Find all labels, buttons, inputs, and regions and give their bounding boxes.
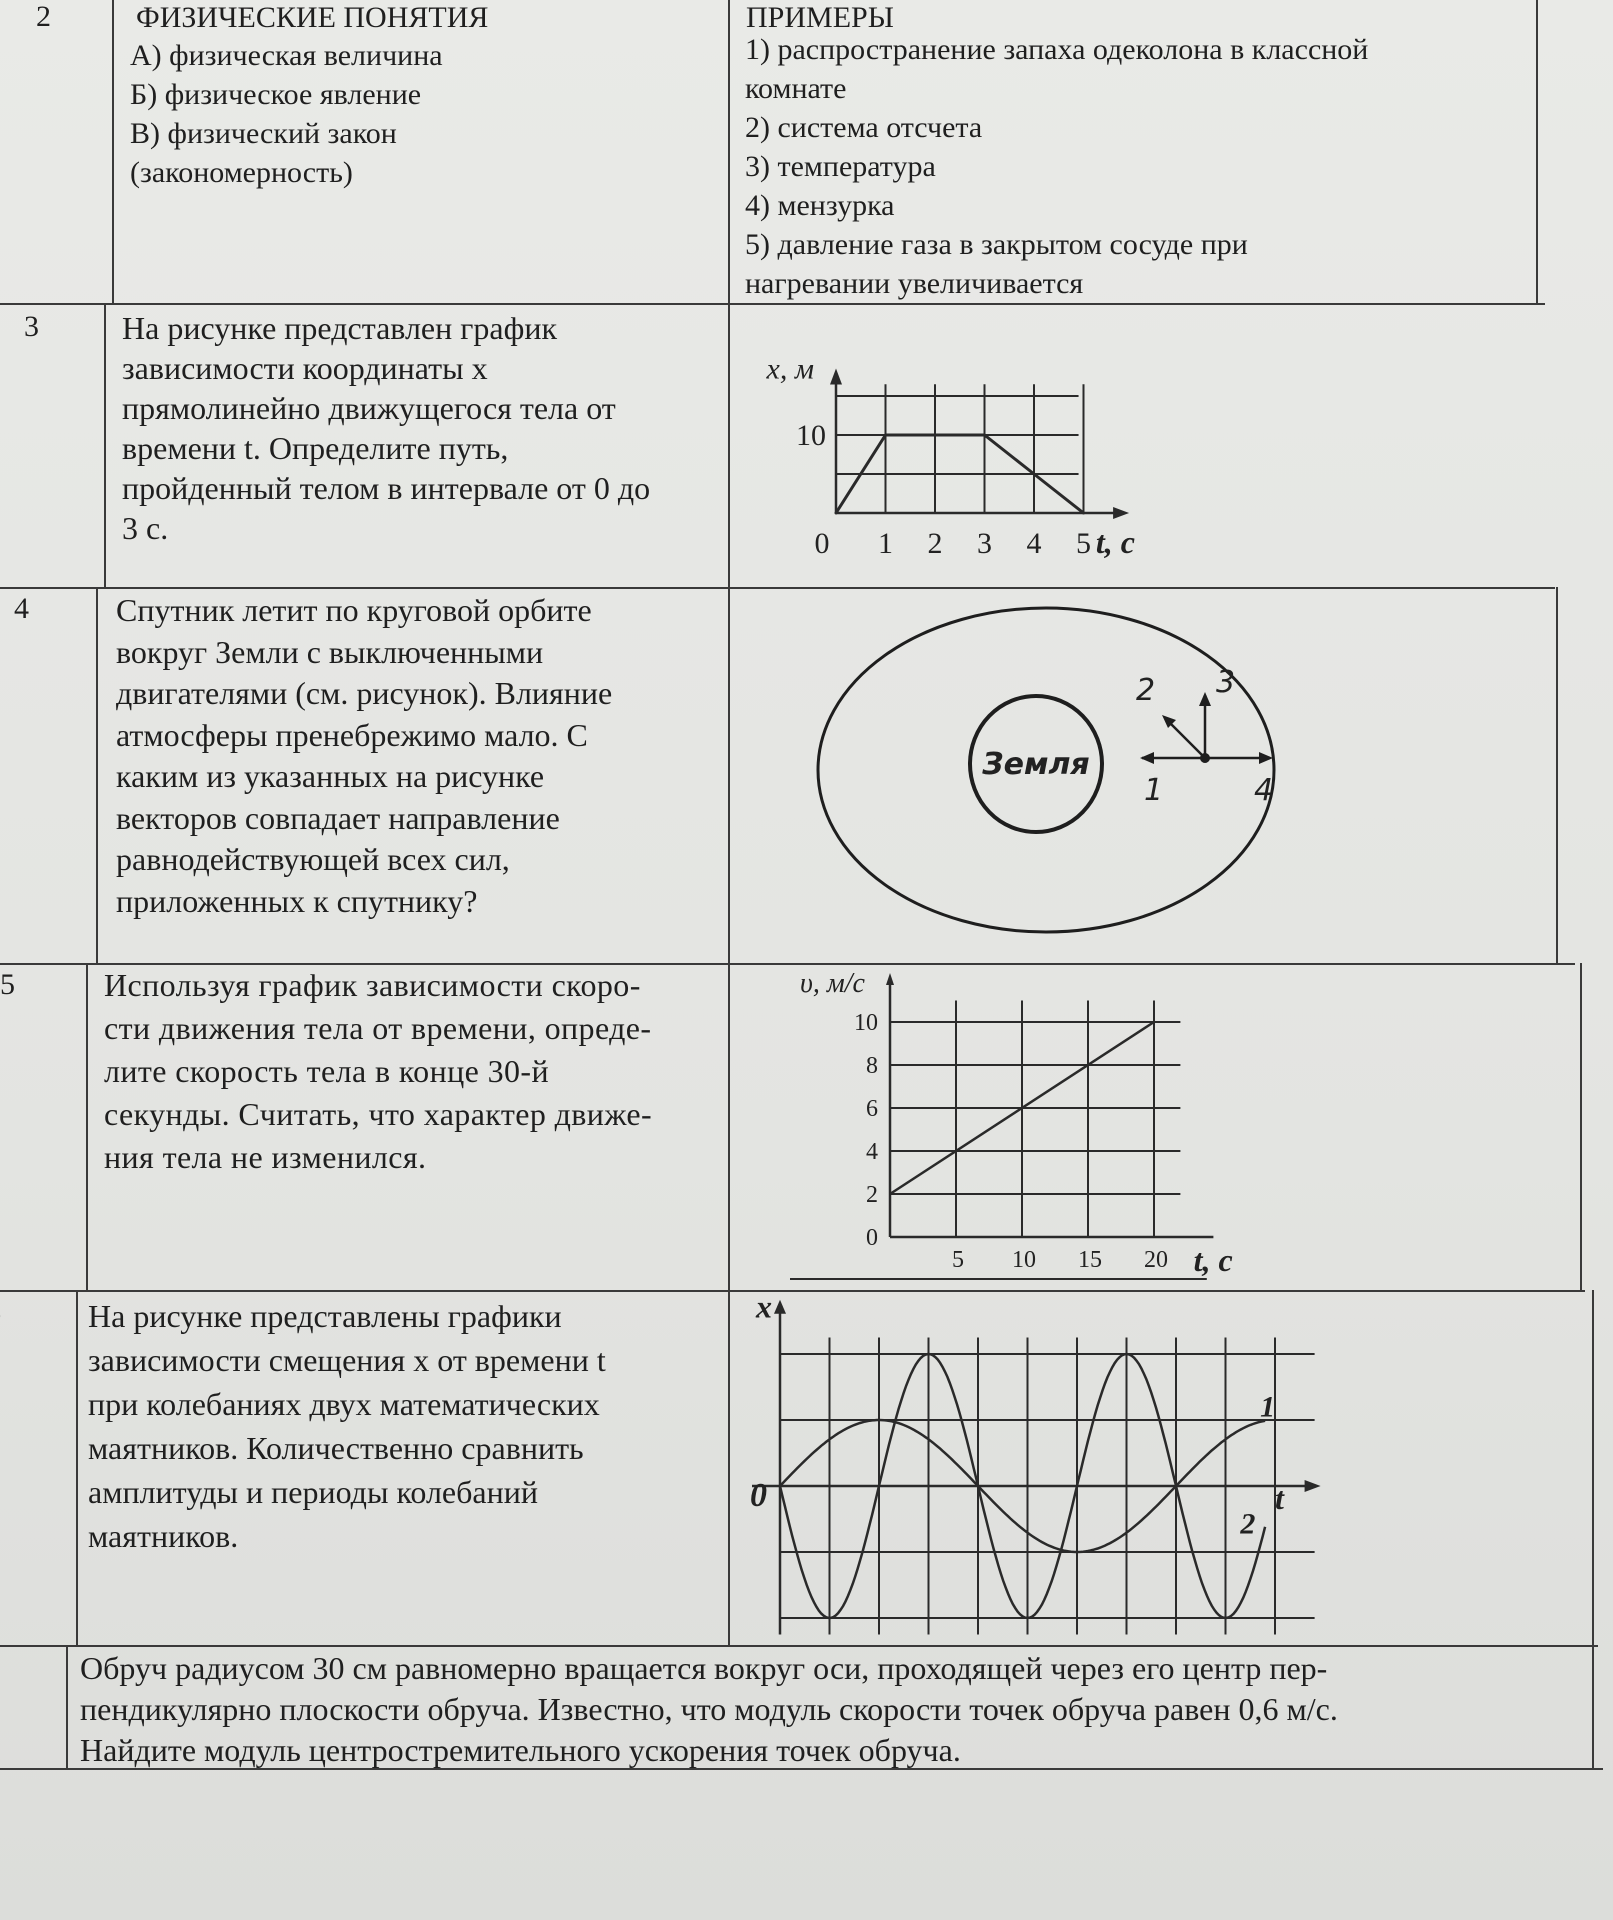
column-divider <box>96 587 98 963</box>
y-tick-label: 8 <box>866 1053 878 1079</box>
x-tick-label: 20 <box>1144 1247 1168 1273</box>
vector-4-arrowhead <box>1259 752 1273 764</box>
oscillation-chart <box>740 1288 1284 1645</box>
task-text: Используя график зависимости скоро- сти движения тела от времени, опреде- лите скорость тела в конце 30-й секунды. Считать, что характер движе- ния тела не изменился. <box>104 967 653 1175</box>
concept-item: Б) физическое явление <box>130 78 422 111</box>
vector-label-2: 2 <box>1136 673 1156 708</box>
data-point <box>1033 473 1036 476</box>
column-divider <box>728 0 730 1645</box>
examples-header: ПРИМЕРЫ <box>746 1 894 34</box>
column-divider <box>66 1645 68 1768</box>
y-tick-label: 0 <box>866 1225 878 1251</box>
x-axis-arrow <box>1113 507 1129 519</box>
vector-3-arrowhead <box>1199 692 1211 706</box>
y-tick-label: 10 <box>854 1010 878 1036</box>
y-axis-arrow <box>774 1300 786 1314</box>
x-tick-label: 2 <box>927 527 943 560</box>
example-item: 5) давление газа в закрытом сосуде при <box>745 228 1248 261</box>
example-item: комнате <box>745 72 847 105</box>
data-point <box>884 434 887 437</box>
orbit-diagram <box>840 600 1300 940</box>
curve-label-1: 1 <box>1260 1390 1276 1424</box>
task-number: 4 <box>14 592 29 625</box>
x-tick-label: 4 <box>1026 527 1042 560</box>
examples-list <box>745 30 1368 303</box>
table-right-edge <box>1536 0 1538 303</box>
example-item: 1) распространение запаха одеколона в классной <box>745 33 1369 66</box>
x-axis-label: t <box>1275 1480 1284 1517</box>
column-divider <box>112 0 114 303</box>
y-tick-label: 4 <box>866 1139 878 1165</box>
vector-1-arrowhead <box>1140 752 1154 764</box>
task-text: Спутник летит по круговой орбите вокруг Земли с выключенными двигателями (см. рисунок). Влияние атмосферы пренебрежимо мало. С каким из указанных на рисунке векторов совпадает направление равнодействующей всех сил, приложенных к спутнику? <box>116 592 613 919</box>
task-text: На рисунке представлены графики зависимости смещения x от времени t при колебаниях двух математических маятников. Количественно сравнить амплитуды и периоды колебаний маятников. <box>88 1298 606 1554</box>
task-number: 2 <box>36 0 51 33</box>
example-item: 2) система отсчета <box>745 111 983 144</box>
y-axis-label: x, м <box>766 352 814 386</box>
x-tick-label: 5 <box>1076 527 1091 560</box>
row-divider <box>0 587 1555 589</box>
vector-label-1: 1 <box>1144 773 1164 808</box>
data-point <box>835 512 838 515</box>
concepts-list <box>130 36 443 192</box>
x-tick-label: 5 <box>952 1247 964 1273</box>
x-tick-label: 1 <box>878 527 893 560</box>
task-number <box>0 1296 1 1330</box>
data-point <box>983 434 986 437</box>
vector-label-3: 3 <box>1216 665 1236 700</box>
earth-label: Земля <box>982 747 1090 782</box>
concept-item: (закономерность) <box>130 156 353 189</box>
column-divider <box>86 963 88 1290</box>
y-axis-arrow <box>886 973 894 985</box>
task-number: 3 <box>24 310 39 343</box>
vector-label-4: 4 <box>1254 773 1274 808</box>
row-divider <box>0 1645 1598 1647</box>
row-divider <box>0 1290 1585 1292</box>
task-number: 5 <box>0 968 15 1001</box>
concepts-header: ФИЗИЧЕСКИЕ ПОНЯТИЯ <box>136 1 489 34</box>
example-item: 4) мензурка <box>745 189 895 222</box>
task-text: На рисунке представлен график зависимости координаты x прямолинейно движущегося тела от времени t. Определите путь, пройденный телом в интервале от 0 до 3 с. <box>122 310 651 546</box>
y-axis-label: υ, м/с <box>800 967 865 999</box>
x-axis-label: t, c <box>1193 1242 1233 1278</box>
curve-label-2: 2 <box>1240 1507 1256 1541</box>
y-axis-label: x <box>756 1288 772 1325</box>
example-item: 3) температура <box>745 150 936 183</box>
table-right-edge <box>1580 963 1582 1290</box>
x-axis-arrow <box>1305 1480 1321 1492</box>
x-tick-label: 10 <box>1012 1247 1036 1273</box>
x-tick-label: 0 <box>814 527 830 560</box>
x-axis-label: t, c <box>1095 524 1135 560</box>
data-point <box>934 434 937 437</box>
column-divider <box>76 1290 78 1645</box>
column-divider <box>104 303 106 587</box>
table-right-edge <box>1592 1290 1594 1768</box>
velocity-time-chart <box>790 965 1270 1285</box>
task-text: Обруч радиусом 30 см равномерно вращается вокруг оси, проходящей через его центр пер- пендикулярно плоскости обруча. Известно, что модуль скорости точек обруча равен 0,6 м/с. Найдите модуль центростремительного ускорения точек обруча. <box>80 1650 1338 1768</box>
y-tick-label: 6 <box>866 1096 878 1122</box>
origin-label: 0 <box>750 1476 767 1514</box>
concept-item: В) физический закон <box>130 117 397 150</box>
concept-item: А) физическая величина <box>130 39 443 72</box>
data-point <box>1082 512 1085 515</box>
example-item: нагревании увеличивается <box>745 267 1084 300</box>
x-tick-label: 3 <box>977 527 992 560</box>
coordinate-time-chart <box>740 305 1200 565</box>
y-axis-arrow <box>830 369 842 385</box>
y-tick-label: 10 <box>796 419 826 452</box>
y-tick-label: 2 <box>866 1182 878 1208</box>
table-right-edge <box>1556 587 1558 963</box>
x-tick-label: 15 <box>1078 1247 1102 1273</box>
